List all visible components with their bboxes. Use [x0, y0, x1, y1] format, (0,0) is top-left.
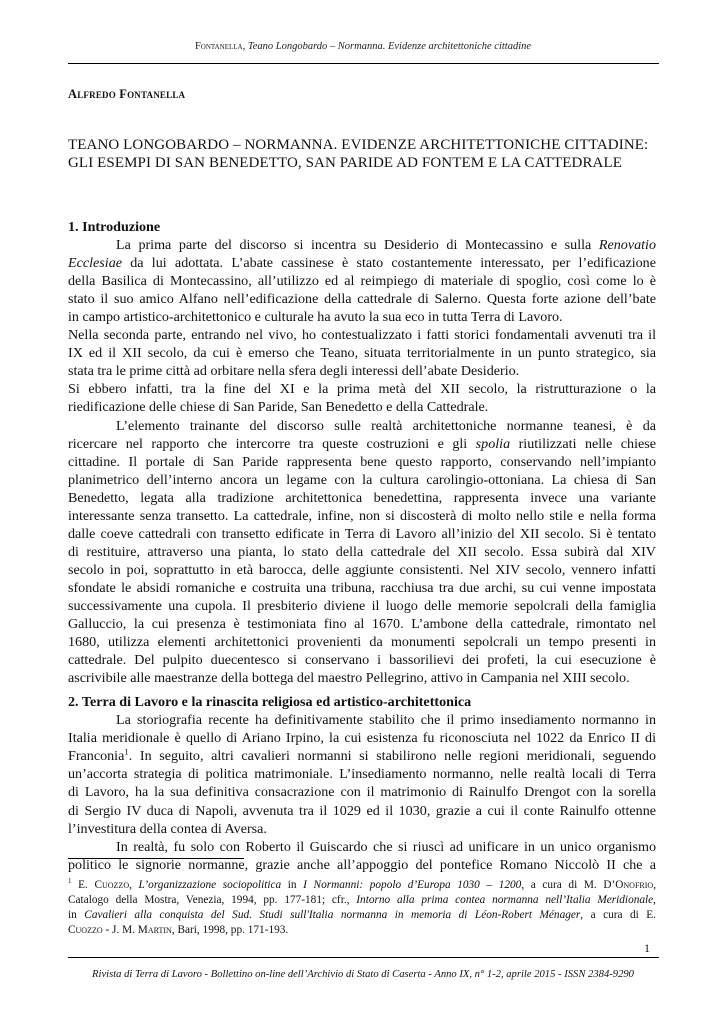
s1-p4-line-13: 1680, utilizza elementi architettonici provenienti da monumenti sepolcrali un tempo presenti in: [68, 634, 656, 651]
s1-p4-line-8: di restituire, attraverso una pianta, lo stato della cattedrale del XII secolo. Essa subirà dal XIV: [68, 543, 656, 560]
s2-p1-line-1: La storiografia recente ha definitivamente stabilito che il primo insediamento normanno in: [116, 712, 656, 729]
footnote-line-3: in Cavalieri alla conquista del Sud. Studi sull'Italia normanna in memoria di Léon-Robert Ménager, a cura di E.: [68, 909, 657, 921]
s1-p4-line-2: ricercare nel rapporto che intercorre tra queste costruzioni e gli spolia riutilizzati nelle chiese: [68, 435, 656, 452]
s1-p4-line-6: interessante senza transetto. La cattedrale, infine, non si discosterà di molto nello stile e nella forma: [68, 507, 656, 524]
section-1-heading: 1. Introduzione: [68, 219, 161, 235]
footnote-line-2: Catalogo della Mostra, Venezia, 1994, pp. 177-181; cfr., Intorno alla prima contea normanna nell’Italia Meridionale,: [68, 894, 656, 906]
s2-p2-line-1: In realtà, fu solo con Roberto il Guiscardo che si riuscì ad unificare in un unico organismo: [116, 838, 656, 855]
s1-p3-line-1: Si ebbero infatti, tra la fine del XI e la prima metà del XII secolo, la ristrutturazione o la: [68, 381, 656, 398]
footnote-1: [68, 878, 656, 938]
header-rule: [68, 63, 659, 64]
s2-p1-line-5: di Lavoro, ha la sua definitiva consacrazione con il matrimonio di Rainulfo Drengot con la sorella: [68, 784, 656, 801]
section-2-heading: 2. Terra di Lavoro e la rinascita religiosa ed artistico-architettonica: [68, 694, 472, 711]
s1-p1-line-1: La prima parte del discorso si incentra su Desiderio di Montecassino e sulla Renovatio: [116, 237, 656, 254]
article-body: [68, 218, 656, 874]
page-number: 1: [644, 941, 650, 955]
s2-p1-line-3: Franconia$^1$. In seguito, altri cavalieri normanni si stabilirono nelle regioni meridionali, seguendo: [68, 746, 656, 765]
title-line-2: GLI ESEMPI DI SAN BENEDETTO, SAN PARIDE AD FONTEM E LA CATTEDRALE: [68, 155, 623, 171]
s1-p4-line-5: Benedetto, legata alla tradizione architettonica benedettina, rappresenta invece una variante: [68, 489, 656, 506]
footnote-line-1: $^1$ E. Cuozzo, L’organizzazione sociopolitica in I Normanni: popolo d’Europa 1030 – 1200, a cura di M. D’Onofrio,: [68, 877, 657, 891]
s1-p1-line-4: stato il suo amico Alfano nell’edificazione della cattedrale di Salerno. Questa forte azione dell’bate: [68, 291, 656, 308]
s1-p4-line-1: L’elemento trainante del discorso sulle realtà architettoniche normanne teanesi, è da: [116, 417, 656, 434]
s2-p1-line-7: l’investitura della contea di Aversa.: [68, 820, 267, 837]
s2-p1-line-4: un’accorta strategia di politica matrimoniale. L’insediamento normanno, nelle realtà locali di Terra: [68, 766, 656, 783]
s1-p3-line-2: riedificazione delle chiese di San Paride, San Benedetto e della Cattedrale.: [68, 399, 489, 416]
s1-p2-line-2: IX ed il XII secolo, da cui è emerso che Teano, situata territorialmente in un punto strategico, sia: [68, 345, 656, 362]
header-separator: ,: [242, 41, 248, 52]
s1-p2-line-3: stata tra le prime città ad orbitare nella sfera degli interessi dell’abate Desiderio.: [68, 363, 520, 380]
header-title: Teano Longobardo – Normanna. Evidenze architettoniche cittadine: [247, 41, 532, 52]
article-title: [68, 136, 663, 172]
footer-rule: [68, 957, 659, 958]
s1-p4-line-3: cittadine. Il portale di San Paride rappresenta bene questo rapporto, conservando nell’impianto: [68, 453, 656, 470]
footnote-line-4: Cuozzo - J. M. Martin, Bari, 1998, pp. 171-193.: [68, 924, 289, 936]
running-header: [68, 41, 658, 52]
s2-p2-line-2: politico le signorie normanne, grazie anche all’appoggio del pontefice Romano Niccolò II che a: [68, 856, 656, 873]
s1-p4-line-10: sfondate le absidi romaniche e costruita una tribuna, racchiusa tra due archi, su cui venne impostata: [68, 579, 656, 596]
s1-p1-line-2: Ecclesiae da lui adottata. L’abate cassinese è stato costantemente interessato, per l’edificazione: [68, 255, 656, 272]
s1-p4-line-14: cattedrale. Del pulpito duecentesco si conservano i bassorilievi dei profeti, la cui esecuzione è: [68, 652, 656, 669]
header-author: Fontanella: [194, 41, 243, 52]
s1-p4-line-15: ascrivibile alle maestranze della bottega del maestro Pellegrino, attivo in Campania nel XIII secolo.: [68, 670, 630, 687]
s1-p4-line-4: planimetrico dell’interno ancora un legame con la cultura carolingio-ottoniana. La chiesa di San: [68, 471, 656, 488]
s2-p1-line-2: Italia meridionale è quello di Ariano Irpino, la cui esistenza fu riconosciuta nel 1022 da Enrico II di: [68, 730, 656, 747]
s2-p1-line-6: di Sergio IV duca di Napoli, avvenuta tra il 1029 ed il 1030, grazie a cui il conte Rainulfo ottenne: [68, 802, 656, 819]
footnote-ref-1: 1: [124, 746, 129, 757]
s1-p1-line-3: della Basilica di Montecassino, all’utilizzo ed al reimpiego di materiale di spoglio, così come lo è: [68, 273, 656, 290]
article-author: Alfredo Fontanella: [68, 87, 186, 101]
title-line-1: TEANO LONGOBARDO – NORMANNA. EVIDENZE ARCHITETTONICHE CITTADINE:: [68, 137, 649, 153]
footnote-separator: [68, 858, 244, 859]
s1-p4-line-12: Galluccio, la cui presenza è testimoniata fino al 1670. L’ambone della cattedrale, rimontato nel: [68, 616, 656, 633]
s1-p2-line-1: Nella seconda parte, entrando nel vivo, ho contestualizzato i fatti storici fondamentali avvenuti tra il: [68, 327, 656, 344]
s1-p4-line-9: secolo in poi, soprattutto in età barocca, delle aggiunte consistenti. Nel XIV secolo, vennero infatti: [68, 561, 656, 578]
s1-p4-line-11: successivamente una cupola. Il presbiterio diviene il luogo delle memorie sepolcrali della famiglia: [68, 597, 656, 614]
running-footer: Rivista di Terra di Lavoro - Bollettino on-line dell’Archivio di Stato di Caserta - Anno IX, n° 1-2, aprile 2015 - ISSN 2384-9290: [92, 969, 634, 980]
s1-p1-line-5: in campo artistico-architettonico e culturale ha avuto la sua eco in tutta Terra di Lavoro.: [68, 309, 563, 326]
s1-p4-line-7: dalle coeve cattedrali con transetto edificate in Terra di Lavoro all’inizio del XII secolo. Si è tentato: [68, 525, 656, 542]
